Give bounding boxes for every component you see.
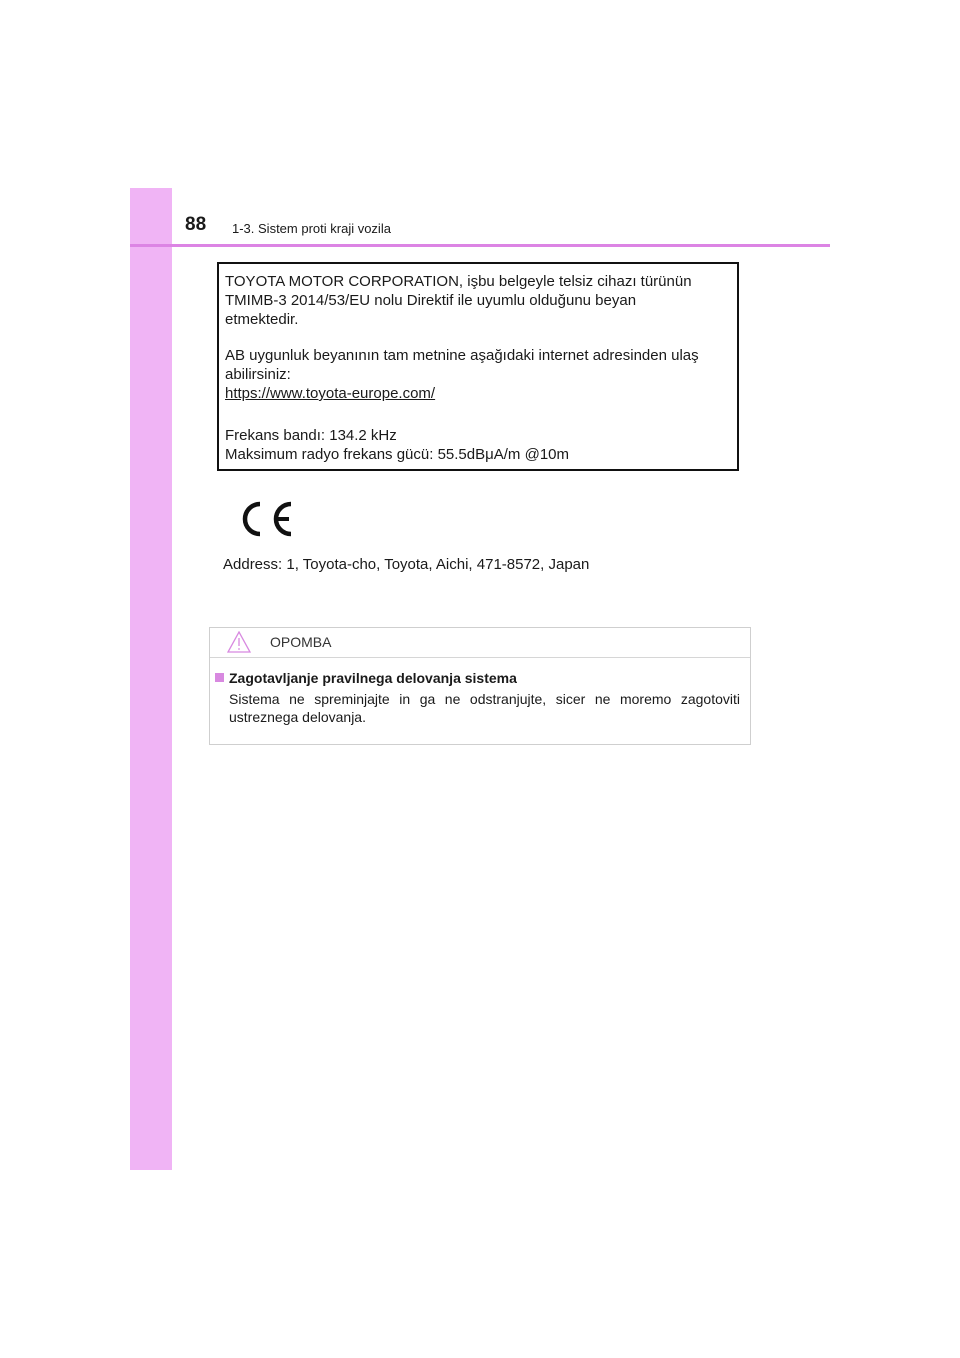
sidebar-strip xyxy=(130,188,172,1170)
ce-mark-icon xyxy=(236,496,296,547)
declaration-link[interactable]: https://www.toyota-europe.com/ xyxy=(225,385,436,402)
declaration-box xyxy=(217,262,739,471)
note-label: OPOMBA xyxy=(270,634,332,650)
page-number: 88 xyxy=(185,214,207,235)
declaration-line: etmektedir. xyxy=(225,311,299,328)
declaration-line: Frekans bandı: 134.2 kHz xyxy=(225,427,397,444)
declaration-paragraph-2 xyxy=(225,346,731,403)
section-title: 1-3. Sistem proti kraji vozila xyxy=(232,221,391,236)
declaration-line: Maksimum radyo frekans gücü: 55.5dBμA/m @10m xyxy=(225,446,570,463)
header-rule xyxy=(130,244,830,247)
declaration-paragraph-3 xyxy=(225,426,731,464)
declaration-line: TMIMB-3 2014/53/EU nolu Direktif ile uyumlu olduğunu beyan xyxy=(225,292,637,309)
declaration-paragraph-1 xyxy=(225,272,731,329)
warning-icon xyxy=(227,631,251,658)
declaration-line: abilirsiniz: xyxy=(225,366,291,383)
address: Address: 1, Toyota-cho, Toyota, Aichi, 471-8572, Japan xyxy=(223,556,590,573)
declaration-line: TOYOTA MOTOR CORPORATION, işbu belgeyle telsiz cihazı türünün xyxy=(225,273,692,290)
note-header xyxy=(210,628,750,658)
note-box xyxy=(209,627,751,745)
declaration-line: AB uygunluk beyanının tam metnine aşağıdaki internet adresinden ulaş xyxy=(225,347,699,364)
note-bullet-icon xyxy=(215,673,224,682)
note-item-title: Zagotavljanje pravilnega delovanja sistema xyxy=(229,670,517,686)
note-item-text: Sistema ne spreminjajte in ga ne odstranjujte, sicer ne moremo zagotoviti ustreznega delovanja. xyxy=(229,691,740,725)
